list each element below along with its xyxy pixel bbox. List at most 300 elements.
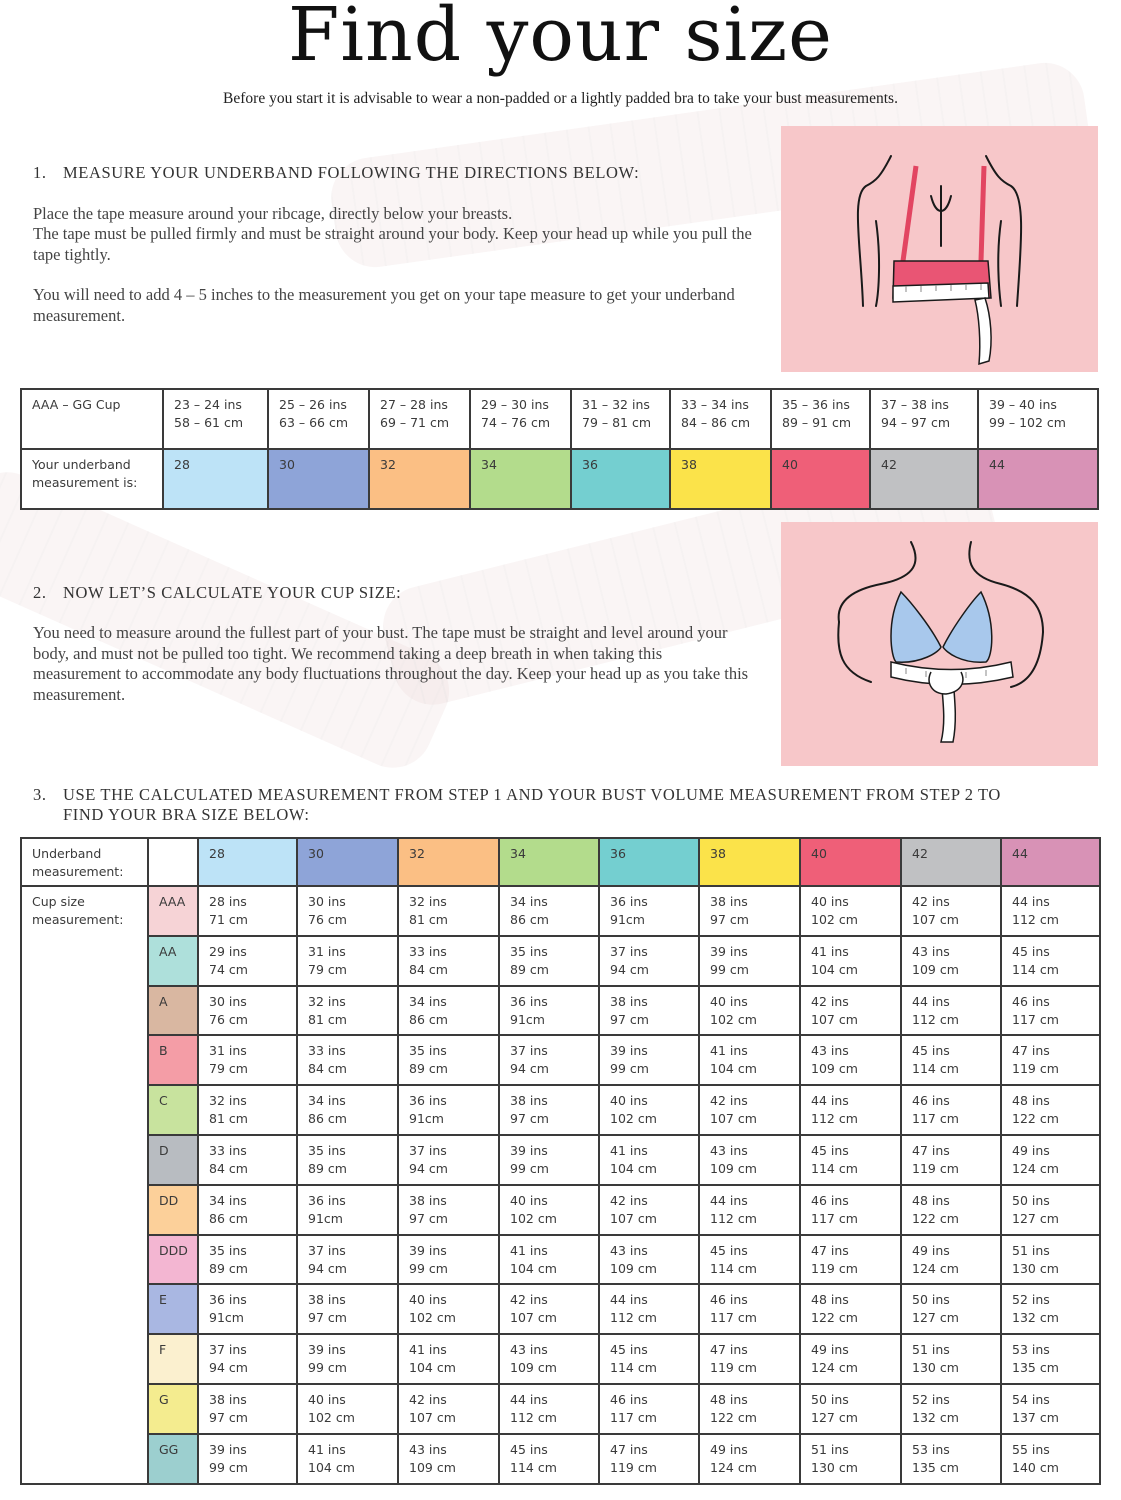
bust-measurement-cell xyxy=(297,1334,398,1384)
bust-cm: 117 cm xyxy=(610,1409,657,1425)
bust-cm: 114 cm xyxy=(1012,961,1059,977)
bust-cm: 91cm xyxy=(510,1011,545,1027)
bust-ins: 39 ins xyxy=(209,1441,247,1457)
cup-size-label xyxy=(21,886,148,1484)
bust-measurement-cell xyxy=(1001,1284,1100,1334)
step1-heading-text: MEASURE YOUR UNDERBAND FOLLOWING THE DIRECTIONS BELOW: xyxy=(63,163,640,182)
bust-cm: 89 cm xyxy=(409,1061,448,1077)
bust-ins: 33 ins xyxy=(409,943,447,959)
bust-ins: 32 ins xyxy=(409,894,447,909)
bust-cm: 74 cm xyxy=(209,961,248,977)
bust-cm: 135 cm xyxy=(1012,1360,1059,1376)
bust-measurement-cell xyxy=(398,1235,499,1285)
bust-measurement-cell xyxy=(499,886,599,936)
bust-ins: 46 ins xyxy=(610,1391,648,1407)
bust-measurement-cell xyxy=(599,1384,699,1434)
bust-cm: 130 cm xyxy=(912,1360,959,1376)
bust-cm: 89 cm xyxy=(510,961,549,977)
band-header-cell: 32 xyxy=(398,838,499,886)
underband-size-cell: 38 xyxy=(670,449,771,509)
bust-measurement-cell xyxy=(699,1035,800,1085)
bust-measurement-cell xyxy=(699,1284,800,1334)
bust-cm: 124 cm xyxy=(1012,1160,1059,1176)
underband-size-cell: 40 xyxy=(771,449,870,509)
bust-cm: 102 cm xyxy=(308,1409,355,1425)
bust-ins: 51 ins xyxy=(1012,1242,1050,1258)
bust-cm: 84 cm xyxy=(409,961,448,977)
cup-measurement-illustration xyxy=(781,522,1098,766)
bust-ins: 37 ins xyxy=(610,943,648,959)
bust-measurement-cell xyxy=(599,1284,699,1334)
bust-cm: 99 cm xyxy=(409,1260,448,1276)
bust-ins: 44 ins xyxy=(510,1391,548,1407)
bust-measurement-cell xyxy=(297,1284,398,1334)
bust-cm: 109 cm xyxy=(409,1459,456,1475)
bust-cm: 97 cm xyxy=(409,1210,448,1226)
band-header-cell: 28 xyxy=(198,838,297,886)
bust-cm: 112 cm xyxy=(710,1210,757,1226)
underband-range-row xyxy=(21,389,1098,449)
bust-measurement-cell xyxy=(198,1434,297,1484)
bust-measurement-cell xyxy=(1001,1384,1100,1434)
bust-measurement-cell xyxy=(901,986,1001,1036)
bust-measurement-cell xyxy=(398,1434,499,1484)
bust-ins: 43 ins xyxy=(912,943,950,959)
bust-ins: 35 ins xyxy=(308,1142,346,1158)
bust-measurement-cell xyxy=(398,986,499,1036)
bust-measurement-cell xyxy=(800,1384,901,1434)
cup-table-header-row xyxy=(21,838,1100,886)
cup-table-row xyxy=(21,1235,1100,1285)
bust-measurement-cell xyxy=(901,936,1001,986)
bust-ins: 41 ins xyxy=(710,1043,748,1059)
bust-measurement-cell xyxy=(297,1384,398,1434)
bust-ins: 36 ins xyxy=(308,1192,346,1208)
bust-ins: 42 ins xyxy=(610,1192,648,1208)
bust-ins: 44 ins xyxy=(1012,894,1050,909)
header-spacer xyxy=(148,838,198,886)
bust-measurement-cell xyxy=(398,886,499,936)
bust-ins: 40 ins xyxy=(308,1391,346,1407)
bust-measurement-cell xyxy=(901,1085,1001,1135)
range-cm: 63 – 66 cm xyxy=(279,415,349,430)
bust-ins: 47 ins xyxy=(912,1142,950,1158)
bust-ins: 37 ins xyxy=(510,1043,548,1059)
bust-measurement-cell xyxy=(499,1235,599,1285)
cup-table-row xyxy=(21,1284,1100,1334)
bust-cm: 117 cm xyxy=(912,1111,959,1127)
bust-measurement-cell xyxy=(499,1185,599,1235)
bust-ins: 36 ins xyxy=(209,1292,247,1308)
bust-cm: 112 cm xyxy=(811,1111,858,1127)
bust-cm: 102 cm xyxy=(610,1111,657,1127)
bust-cm: 97 cm xyxy=(209,1409,248,1425)
bust-ins: 34 ins xyxy=(510,894,548,909)
bust-measurement-cell xyxy=(499,986,599,1036)
front-figure-icon xyxy=(781,522,1098,766)
bust-measurement-cell xyxy=(198,886,297,936)
header-label-line: Underband xyxy=(32,846,102,861)
bust-measurement-cell xyxy=(599,1035,699,1085)
page-title: Find your size xyxy=(288,0,833,78)
bust-cm: 117 cm xyxy=(710,1310,757,1326)
bust-cm: 104 cm xyxy=(308,1459,355,1475)
bust-ins: 49 ins xyxy=(710,1441,748,1457)
cup-letter-cell: AAA xyxy=(148,886,198,936)
bust-cm: 119 cm xyxy=(1012,1061,1059,1077)
range-cell xyxy=(571,389,670,449)
header-label-line: measurement: xyxy=(32,864,124,879)
step3-heading xyxy=(33,785,1093,825)
bust-cm: 127 cm xyxy=(811,1409,858,1425)
bust-cm: 119 cm xyxy=(710,1360,757,1376)
cup-letter-cell: AA xyxy=(148,936,198,986)
bust-ins: 54 ins xyxy=(1012,1391,1050,1407)
bust-ins: 43 ins xyxy=(610,1242,648,1258)
bust-measurement-cell xyxy=(1001,886,1100,936)
bust-cm: 71 cm xyxy=(209,912,248,927)
bust-ins: 39 ins xyxy=(610,1043,648,1059)
range-cm: 79 – 81 cm xyxy=(582,415,652,430)
bust-measurement-cell xyxy=(599,936,699,986)
bust-measurement-cell xyxy=(398,1334,499,1384)
bust-cm: 81 cm xyxy=(409,912,448,927)
bust-cm: 76 cm xyxy=(209,1011,248,1027)
bust-ins: 47 ins xyxy=(1012,1043,1050,1059)
bust-measurement-cell xyxy=(599,1434,699,1484)
underband-size-cell: 30 xyxy=(268,449,369,509)
bust-ins: 41 ins xyxy=(510,1242,548,1258)
cup-table-row xyxy=(21,886,1100,936)
band-header-cell: 30 xyxy=(297,838,398,886)
bust-measurement-cell xyxy=(699,1135,800,1185)
bust-cm: 97 cm xyxy=(710,912,749,927)
bust-measurement-cell xyxy=(297,1434,398,1484)
range-cell xyxy=(978,389,1098,449)
bust-cm: 132 cm xyxy=(1012,1310,1059,1326)
bust-measurement-cell xyxy=(297,1035,398,1085)
bust-ins: 31 ins xyxy=(209,1043,247,1059)
bust-cm: 122 cm xyxy=(710,1409,757,1425)
bust-ins: 51 ins xyxy=(912,1342,950,1358)
bust-measurement-cell xyxy=(901,1434,1001,1484)
bust-ins: 34 ins xyxy=(209,1192,247,1208)
bust-measurement-cell xyxy=(800,1135,901,1185)
bust-measurement-cell xyxy=(1001,1434,1100,1484)
bust-measurement-cell xyxy=(1001,1135,1100,1185)
bust-cm: 94 cm xyxy=(610,961,649,977)
cup-table-row xyxy=(21,936,1100,986)
bust-ins: 38 ins xyxy=(610,993,648,1009)
bust-cm: 109 cm xyxy=(510,1360,557,1376)
bust-ins: 50 ins xyxy=(811,1391,849,1407)
band-header-cell: 44 xyxy=(1001,838,1100,886)
bust-measurement-cell xyxy=(901,1235,1001,1285)
bust-ins: 47 ins xyxy=(610,1441,648,1457)
underband-measurement-illustration xyxy=(781,126,1098,372)
bust-ins: 46 ins xyxy=(710,1292,748,1308)
bust-ins: 29 ins xyxy=(209,943,247,959)
bust-ins: 42 ins xyxy=(811,993,849,1009)
bust-measurement-cell xyxy=(398,1035,499,1085)
bust-cm: 114 cm xyxy=(912,1061,959,1077)
bust-measurement-cell xyxy=(499,1334,599,1384)
bust-cm: 81 cm xyxy=(308,1011,347,1027)
cup-letter-cell: GG xyxy=(148,1434,198,1484)
bust-ins: 36 ins xyxy=(610,894,648,909)
bust-measurement-cell xyxy=(198,1384,297,1434)
bust-measurement-cell xyxy=(599,886,699,936)
bust-measurement-cell xyxy=(599,1185,699,1235)
bust-measurement-cell xyxy=(297,1185,398,1235)
range-cell xyxy=(369,389,470,449)
bust-cm: 119 cm xyxy=(610,1459,657,1475)
range-ins: 27 – 28 ins xyxy=(380,397,448,412)
cup-letter-cell: C xyxy=(148,1085,198,1135)
cup-range-label: AAA – GG Cup xyxy=(21,389,163,449)
bust-cm: 130 cm xyxy=(811,1459,858,1475)
bust-measurement-cell xyxy=(1001,1185,1100,1235)
bust-cm: 117 cm xyxy=(811,1210,858,1226)
bust-ins: 50 ins xyxy=(1012,1192,1050,1208)
underband-size-row xyxy=(21,449,1098,509)
bust-ins: 41 ins xyxy=(308,1441,346,1457)
step2-heading-text: NOW LET’S CALCULATE YOUR CUP SIZE: xyxy=(63,583,402,602)
cup-table-row xyxy=(21,986,1100,1036)
bust-ins: 39 ins xyxy=(308,1342,346,1358)
bust-ins: 28 ins xyxy=(209,894,247,909)
bust-cm: 122 cm xyxy=(1012,1111,1059,1127)
bust-ins: 45 ins xyxy=(912,1043,950,1059)
bust-measurement-cell xyxy=(699,1235,800,1285)
bust-measurement-cell xyxy=(699,886,800,936)
bust-ins: 38 ins xyxy=(209,1391,247,1407)
bust-cm: 114 cm xyxy=(811,1160,858,1176)
bust-ins: 35 ins xyxy=(510,943,548,959)
bust-ins: 47 ins xyxy=(710,1342,748,1358)
bust-measurement-cell xyxy=(198,1284,297,1334)
step3-heading-line1: USE THE CALCULATED MEASUREMENT FROM STEP 1 AND YOUR BUST VOLUME MEASUREMENT FROM STEP 2 TO xyxy=(63,785,1001,804)
bust-ins: 49 ins xyxy=(1012,1142,1050,1158)
underband-label-line: measurement is: xyxy=(32,475,138,490)
bust-cm: 109 cm xyxy=(710,1160,757,1176)
bust-ins: 34 ins xyxy=(308,1093,346,1109)
bust-cm: 124 cm xyxy=(811,1360,858,1376)
cup-size-table xyxy=(20,837,1101,1485)
range-cm: 69 – 71 cm xyxy=(380,415,450,430)
bust-cm: 117 cm xyxy=(1012,1011,1059,1027)
bust-ins: 39 ins xyxy=(710,943,748,959)
bust-measurement-cell xyxy=(800,1185,901,1235)
bust-ins: 46 ins xyxy=(1012,993,1050,1009)
bust-measurement-cell xyxy=(599,986,699,1036)
bust-ins: 33 ins xyxy=(308,1043,346,1059)
bust-cm: 102 cm xyxy=(409,1310,456,1326)
bust-cm: 127 cm xyxy=(912,1310,959,1326)
bust-ins: 40 ins xyxy=(510,1192,548,1208)
step1-heading xyxy=(33,163,639,183)
bust-ins: 48 ins xyxy=(1012,1093,1050,1109)
step1-paragraph-3: You will need to add 4 – 5 inches to the measurement you get on your tape measure to get your underband measurement. xyxy=(33,285,735,325)
bust-measurement-cell xyxy=(599,1085,699,1135)
bust-measurement-cell xyxy=(499,1135,599,1185)
bust-measurement-cell xyxy=(699,1085,800,1135)
bust-ins: 51 ins xyxy=(811,1441,849,1457)
bust-ins: 31 ins xyxy=(308,943,346,959)
bust-cm: 91cm xyxy=(209,1310,244,1326)
bust-cm: 127 cm xyxy=(1012,1210,1059,1226)
bust-cm: 94 cm xyxy=(510,1061,549,1077)
range-ins: 31 – 32 ins xyxy=(582,397,650,412)
bust-cm: 102 cm xyxy=(710,1011,757,1027)
bust-cm: 86 cm xyxy=(510,912,549,927)
bust-cm: 76 cm xyxy=(308,912,347,927)
bust-cm: 112 cm xyxy=(610,1310,657,1326)
bust-cm: 102 cm xyxy=(811,912,858,927)
bust-measurement-cell xyxy=(901,886,1001,936)
bust-cm: 99 cm xyxy=(710,961,749,977)
back-figure-icon xyxy=(781,126,1098,372)
bust-ins: 52 ins xyxy=(912,1391,950,1407)
range-ins: 25 – 26 ins xyxy=(279,397,347,412)
bust-cm: 99 cm xyxy=(308,1360,347,1376)
bust-ins: 35 ins xyxy=(409,1043,447,1059)
bust-cm: 109 cm xyxy=(811,1061,858,1077)
bust-measurement-cell xyxy=(398,936,499,986)
bust-cm: 135 cm xyxy=(912,1459,959,1475)
bust-ins: 48 ins xyxy=(912,1192,950,1208)
bust-measurement-cell xyxy=(198,1085,297,1135)
bust-cm: 99 cm xyxy=(209,1459,248,1475)
underband-label-line: Your underband xyxy=(32,457,131,472)
bust-ins: 42 ins xyxy=(710,1093,748,1109)
range-cell xyxy=(870,389,978,449)
step2-heading xyxy=(33,583,401,603)
bust-measurement-cell xyxy=(1001,986,1100,1036)
bust-cm: 89 cm xyxy=(308,1160,347,1176)
bust-cm: 99 cm xyxy=(610,1061,649,1077)
page-subtitle: Before you start it is advisable to wear a non-padded or a lightly padded bra to take your bust measurements. xyxy=(223,90,898,107)
bust-cm: 114 cm xyxy=(710,1260,757,1276)
cup-label-line: Cup size xyxy=(32,894,85,909)
bust-measurement-cell xyxy=(800,1085,901,1135)
bust-ins: 43 ins xyxy=(710,1142,748,1158)
band-header-cell: 38 xyxy=(699,838,800,886)
bust-measurement-cell xyxy=(699,1185,800,1235)
bust-cm: 140 cm xyxy=(1012,1459,1059,1475)
underband-header-label xyxy=(21,838,148,886)
bust-ins: 44 ins xyxy=(610,1292,648,1308)
bust-measurement-cell xyxy=(398,1384,499,1434)
bust-ins: 43 ins xyxy=(811,1043,849,1059)
bust-ins: 32 ins xyxy=(308,993,346,1009)
bust-ins: 38 ins xyxy=(710,894,748,909)
bust-measurement-cell xyxy=(800,936,901,986)
bust-measurement-cell xyxy=(297,886,398,936)
bust-measurement-cell xyxy=(198,1185,297,1235)
cup-letter-cell: DDD xyxy=(148,1235,198,1285)
bust-cm: 94 cm xyxy=(209,1360,248,1376)
bust-ins: 36 ins xyxy=(409,1093,447,1109)
bust-ins: 45 ins xyxy=(811,1142,849,1158)
step2-paragraph: You need to measure around the fullest part of your bust. The tape must be straight and level around your body, and must not be pulled too tight. We recommend taking a deep breath in when taking this measurement to accommodate any body fluctuations throughout the day. Keep your head up as you take this measurement. xyxy=(33,623,749,704)
bust-ins: 37 ins xyxy=(409,1142,447,1158)
bust-ins: 55 ins xyxy=(1012,1441,1050,1457)
bust-cm: 109 cm xyxy=(610,1260,657,1276)
cup-letter-cell: G xyxy=(148,1384,198,1434)
underband-size-cell: 34 xyxy=(470,449,571,509)
bust-ins: 45 ins xyxy=(710,1242,748,1258)
underband-size-cell: 42 xyxy=(870,449,978,509)
bust-ins: 37 ins xyxy=(308,1242,346,1258)
bust-measurement-cell xyxy=(198,936,297,986)
bust-measurement-cell xyxy=(1001,1085,1100,1135)
bust-cm: 79 cm xyxy=(308,961,347,977)
bust-ins: 33 ins xyxy=(209,1142,247,1158)
bust-measurement-cell xyxy=(901,1284,1001,1334)
bust-measurement-cell xyxy=(198,1334,297,1384)
cup-table-row xyxy=(21,1384,1100,1434)
step3-number: 3. xyxy=(33,785,47,804)
bust-ins: 41 ins xyxy=(409,1342,447,1358)
bust-cm: 104 cm xyxy=(610,1160,657,1176)
bust-measurement-cell xyxy=(800,886,901,936)
bust-ins: 30 ins xyxy=(308,894,346,909)
bust-cm: 132 cm xyxy=(912,1409,959,1425)
range-ins: 37 – 38 ins xyxy=(881,397,949,412)
bust-measurement-cell xyxy=(599,1235,699,1285)
bust-cm: 99 cm xyxy=(510,1160,549,1176)
bust-ins: 38 ins xyxy=(409,1192,447,1208)
bust-measurement-cell xyxy=(800,1284,901,1334)
bust-cm: 79 cm xyxy=(209,1061,248,1077)
bust-measurement-cell xyxy=(901,1334,1001,1384)
bust-cm: 91cm xyxy=(308,1210,343,1226)
bust-ins: 41 ins xyxy=(811,943,849,959)
cup-letter-cell: A xyxy=(148,986,198,1036)
cup-letter-cell: DD xyxy=(148,1185,198,1235)
range-cell xyxy=(670,389,771,449)
range-ins: 35 – 36 ins xyxy=(782,397,850,412)
bust-cm: 112 cm xyxy=(510,1409,557,1425)
range-ins: 29 – 30 ins xyxy=(481,397,549,412)
bust-ins: 45 ins xyxy=(1012,943,1050,959)
bust-ins: 42 ins xyxy=(510,1292,548,1308)
bust-measurement-cell xyxy=(800,986,901,1036)
bust-cm: 91cm xyxy=(409,1111,444,1127)
step2-number: 2. xyxy=(33,583,47,602)
bust-ins: 53 ins xyxy=(1012,1342,1050,1358)
cup-letter-cell: F xyxy=(148,1334,198,1384)
bust-ins: 40 ins xyxy=(409,1292,447,1308)
bust-cm: 124 cm xyxy=(710,1459,757,1475)
bust-cm: 81 cm xyxy=(209,1111,248,1127)
underband-label xyxy=(21,449,163,509)
bust-ins: 39 ins xyxy=(510,1142,548,1158)
bust-ins: 40 ins xyxy=(811,894,849,909)
bust-ins: 41 ins xyxy=(610,1142,648,1158)
bust-cm: 91cm xyxy=(610,912,645,927)
bust-ins: 52 ins xyxy=(1012,1292,1050,1308)
cup-letter-cell: E xyxy=(148,1284,198,1334)
bust-ins: 42 ins xyxy=(409,1391,447,1407)
cup-table-row xyxy=(21,1434,1100,1484)
range-cm: 99 – 102 cm xyxy=(989,415,1066,430)
bust-ins: 34 ins xyxy=(409,993,447,1009)
bust-measurement-cell xyxy=(499,1384,599,1434)
bust-measurement-cell xyxy=(297,1235,398,1285)
band-header-cell: 40 xyxy=(800,838,901,886)
